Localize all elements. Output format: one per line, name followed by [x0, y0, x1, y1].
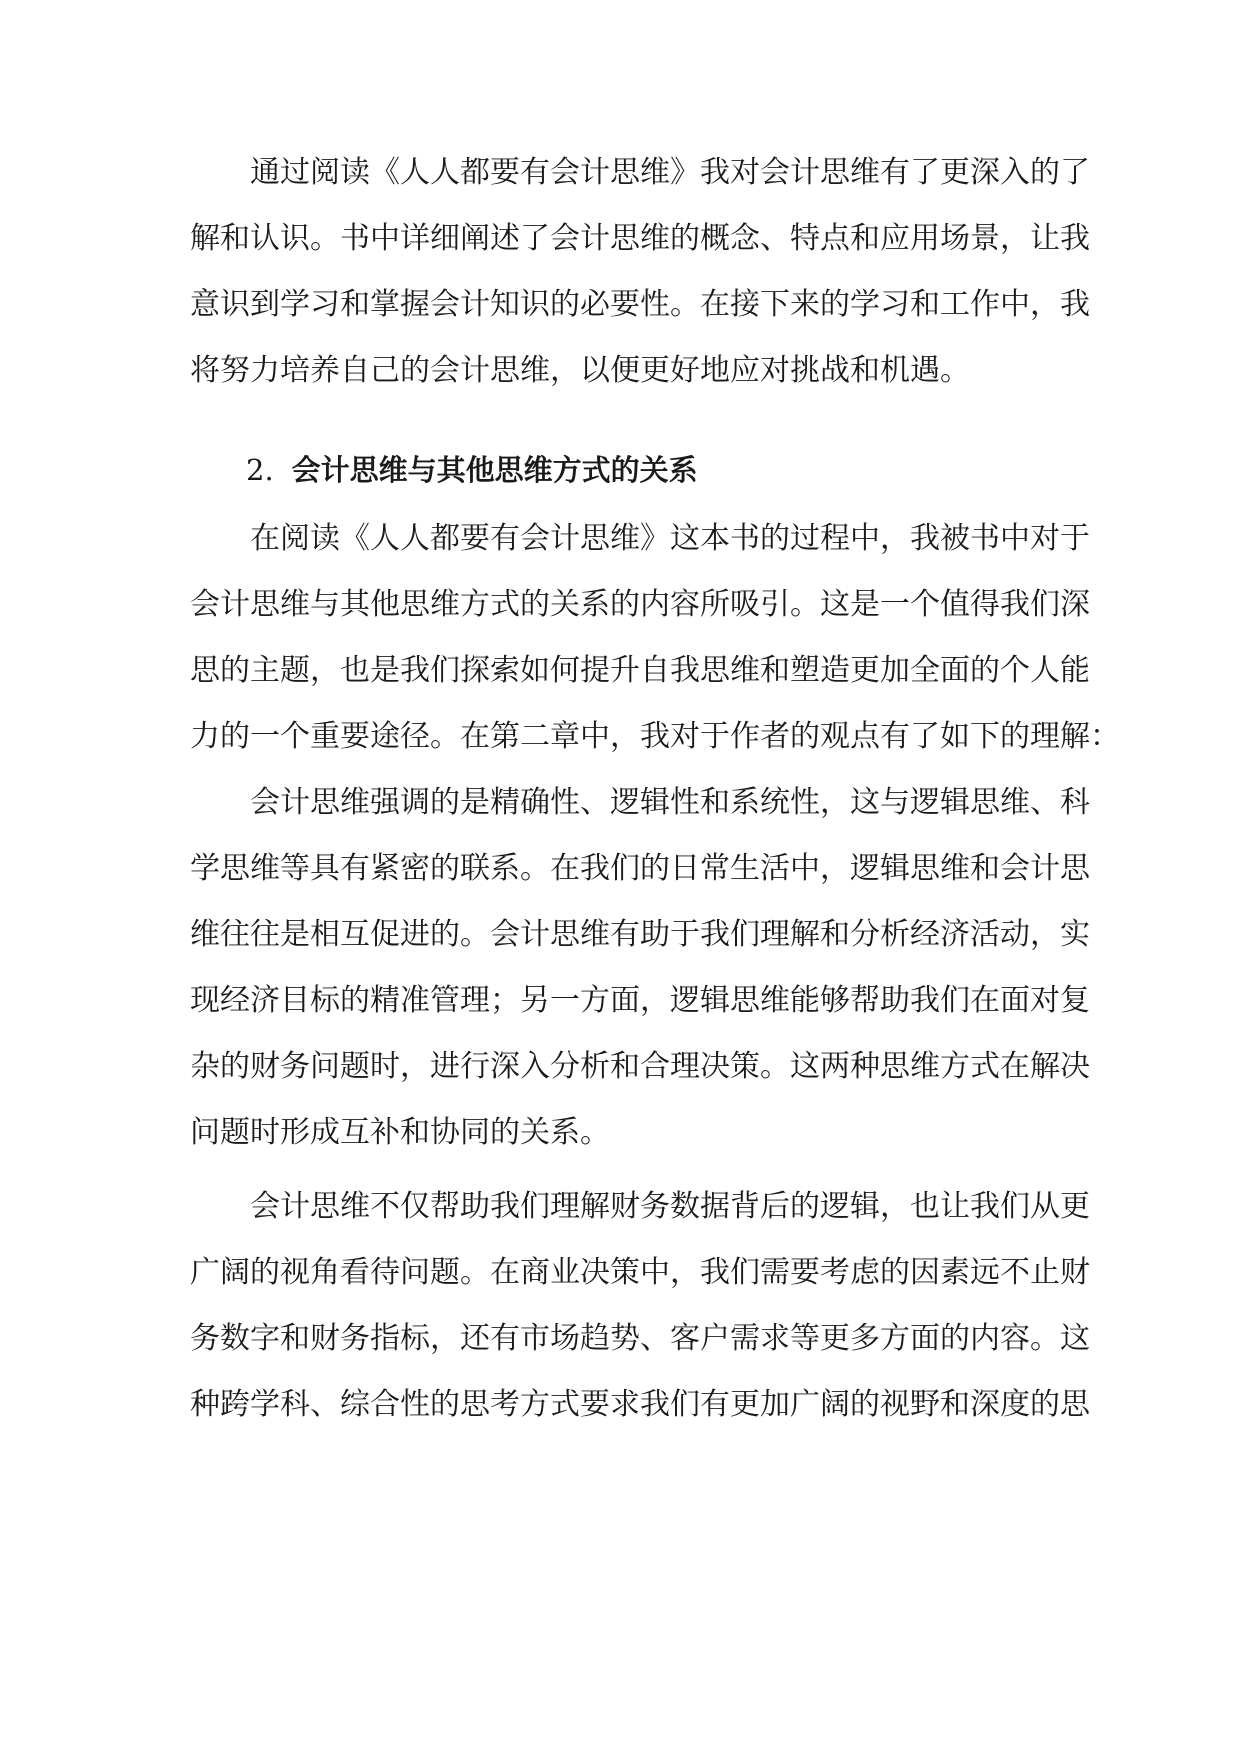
text-line: 解和认识。书中详细阐述了会计思维的概念、特点和应用场景，让我	[190, 221, 1090, 256]
text-line: 会计思维不仅帮助我们理解财务数据背后的逻辑，也让我们从更	[250, 1189, 1090, 1224]
text-line: 会计思维与其他思维方式的关系的内容所吸引。这是一个值得我们深	[190, 587, 1090, 622]
text-line: 维往往是相互促进的。会计思维有助于我们理解和分析经济活动，实	[190, 917, 1090, 952]
text-line: 在阅读《人人都要有会计思维》这本书的过程中，我被书中对于	[250, 521, 1090, 556]
text-line: 现经济目标的精准管理；另一方面，逻辑思维能够帮助我们在面对复	[190, 983, 1090, 1018]
text-line: 力的一个重要途径。在第二章中，我对于作者的观点有了如下的理解：	[190, 719, 1120, 754]
text-line: 思的主题，也是我们探索如何提升自我思维和塑造更加全面的个人能	[190, 653, 1090, 688]
section-number: 2.	[246, 453, 274, 487]
text-line: 会计思维强调的是精确性、逻辑性和系统性，这与逻辑思维、科	[250, 785, 1090, 820]
text-line: 学思维等具有紧密的联系。在我们的日常生活中，逻辑思维和会计思	[190, 851, 1090, 886]
text-line: 将努力培养自己的会计思维，以便更好地应对挑战和机遇。	[190, 353, 970, 388]
text-line: 种跨学科、综合性的思考方式要求我们有更加广阔的视野和深度的思	[190, 1387, 1090, 1422]
paragraph-2	[190, 770, 1090, 1166]
text-line: 务数字和财务指标，还有市场趋势、客户需求等更多方面的内容。这	[190, 1321, 1090, 1356]
text-line: 广阔的视角看待问题。在商业决策中，我们需要考虑的因素远不止财	[190, 1255, 1090, 1290]
text-line: 意识到学习和掌握会计知识的必要性。在接下来的学习和工作中，我	[190, 287, 1090, 322]
text-line: 通过阅读《人人都要有会计思维》我对会计思维有了更深入的了	[250, 155, 1090, 190]
paragraph-intro	[190, 140, 1090, 404]
section-title: 会计思维与其他思维方式的关系	[291, 453, 698, 487]
paragraph-1	[190, 506, 1120, 770]
document-body	[190, 140, 1120, 1438]
paragraph-3	[190, 1174, 1090, 1438]
text-line: 杂的财务问题时，进行深入分析和合理决策。这两种思维方式在解决	[190, 1049, 1090, 1084]
section-heading	[190, 440, 1050, 500]
text-line: 问题时形成互补和协同的关系。	[190, 1115, 610, 1150]
